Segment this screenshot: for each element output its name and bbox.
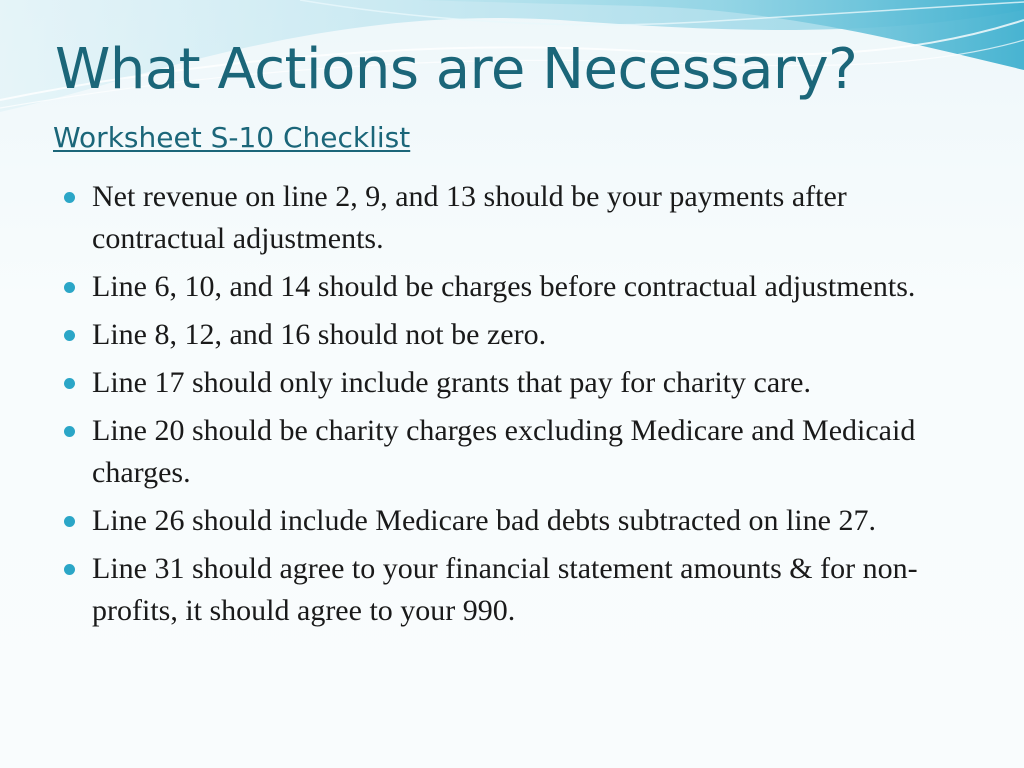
bullet-text: Line 20 should be charity charges excluding Medicare and Medicaid charges. [92, 414, 916, 489]
bullet-item [62, 176, 982, 260]
bullet-text: Line 26 should include Medicare bad debts subtracted on line 27. [92, 504, 876, 537]
bullet-list [62, 176, 982, 638]
bullet-dot-icon [64, 282, 75, 293]
bullet-text: Line 8, 12, and 16 should not be zero. [92, 318, 547, 351]
bullet-text: Line 31 should agree to your financial statement amounts & for non-profits, it should agree to your 990. [92, 552, 918, 627]
bullet-item [62, 500, 982, 542]
bullet-item [62, 314, 982, 356]
bullet-dot-icon [64, 426, 75, 437]
bullet-item [62, 548, 982, 632]
bullet-text: Net revenue on line 2, 9, and 13 should be your payments after contractual adjustments. [92, 180, 847, 255]
bullet-item [62, 362, 982, 404]
bullet-text: Line 17 should only include grants that pay for charity care. [92, 366, 811, 399]
bullet-dot-icon [64, 516, 75, 527]
bullet-item [62, 266, 982, 308]
bullet-dot-icon [64, 564, 75, 575]
bullet-dot-icon [64, 330, 75, 341]
bullet-dot-icon [64, 192, 75, 203]
bullet-dot-icon [64, 378, 75, 389]
bullet-text: Line 6, 10, and 14 should be charges before contractual adjustments. [92, 270, 916, 303]
worksheet-link[interactable]: Worksheet S-10 Checklist [53, 121, 411, 154]
bullet-item [62, 410, 982, 494]
slide-title: What Actions are Necessary? [55, 37, 858, 102]
